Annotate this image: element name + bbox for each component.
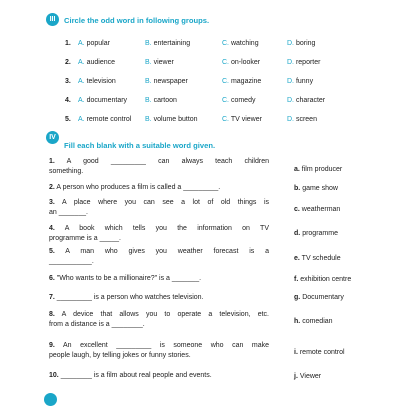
option-group xyxy=(0,116,400,128)
answer-letter: i. xyxy=(294,349,298,356)
option-letter: D. xyxy=(287,78,294,85)
answer-letter: b. xyxy=(294,185,301,192)
option-group xyxy=(0,40,400,52)
option-group xyxy=(0,78,400,90)
fill-blank-question xyxy=(49,198,269,219)
section-number: III xyxy=(49,16,56,23)
group-number: 3. xyxy=(65,78,71,85)
option-letter: C. xyxy=(222,59,229,66)
option-word[interactable] xyxy=(145,59,174,66)
fill-blank-question xyxy=(49,293,269,303)
option-word[interactable] xyxy=(145,116,198,123)
option-letter: A. xyxy=(78,116,85,123)
fill-blank-question xyxy=(49,310,269,331)
question-number: 4. xyxy=(49,225,55,232)
fill-blank-question xyxy=(49,341,269,362)
option-text: viewer xyxy=(153,59,174,66)
option-text: watching xyxy=(230,40,259,47)
option-text: newspaper xyxy=(153,78,188,85)
answer-choice[interactable] xyxy=(294,206,340,213)
option-text: boring xyxy=(295,40,316,47)
question-number: 5. xyxy=(49,248,55,255)
option-word[interactable] xyxy=(145,78,188,85)
answer-choice[interactable] xyxy=(294,373,321,380)
question-number: 3. xyxy=(49,199,55,206)
question-text: A book which tells you the information on TV xyxy=(64,225,269,232)
option-letter: B. xyxy=(145,116,152,123)
question-text: _________ is a person who watches television. xyxy=(56,294,204,301)
option-letter: C. xyxy=(222,78,229,85)
answer-letter: h. xyxy=(294,318,301,325)
question-number: 1. xyxy=(49,158,55,165)
answer-letter: a. xyxy=(294,166,300,173)
option-word[interactable] xyxy=(287,78,313,85)
option-letter: A. xyxy=(78,97,85,104)
option-text: audience xyxy=(86,59,115,66)
question-number: 7. xyxy=(49,294,55,301)
option-letter: D. xyxy=(287,59,294,66)
option-letter: B. xyxy=(145,97,152,104)
option-word[interactable] xyxy=(222,116,262,123)
option-text: magazine xyxy=(230,78,262,85)
answer-choice[interactable] xyxy=(294,318,333,325)
option-word[interactable] xyxy=(222,78,261,85)
group-number: 2. xyxy=(65,59,71,66)
answer-text: programme xyxy=(302,230,338,237)
option-letter: D. xyxy=(287,40,294,47)
question-number: 8. xyxy=(49,311,55,318)
section-heading: Circle the odd word in following groups. xyxy=(64,16,210,25)
section-number: IV xyxy=(49,134,56,141)
option-letter: C. xyxy=(222,40,229,47)
group-number: 5. xyxy=(65,116,71,123)
option-word[interactable] xyxy=(78,78,116,85)
option-letter: B. xyxy=(145,78,152,85)
option-word[interactable] xyxy=(222,59,260,66)
option-word[interactable] xyxy=(78,40,110,47)
option-text: reporter xyxy=(295,59,321,66)
option-text: funny xyxy=(295,78,314,85)
option-text: remote control xyxy=(86,116,132,123)
answer-text: comedian xyxy=(302,318,333,325)
option-text: television xyxy=(86,78,116,85)
option-letter: B. xyxy=(145,59,152,66)
option-text: documentary xyxy=(86,97,128,104)
question-text-continued: programme is a _____. xyxy=(49,235,121,243)
section-number-badge xyxy=(46,13,59,26)
option-word[interactable] xyxy=(145,97,177,104)
answer-text: remote control xyxy=(299,349,345,356)
answer-letter: e. xyxy=(294,255,300,262)
option-letter: B. xyxy=(145,40,152,47)
question-number: 6. xyxy=(49,275,55,282)
answer-text: exhibition centre xyxy=(300,276,352,283)
answer-letter: f. xyxy=(294,276,299,283)
option-letter: C. xyxy=(222,116,229,123)
question-text-continued: something. xyxy=(49,168,84,176)
fill-blank-question xyxy=(49,274,269,284)
option-word[interactable] xyxy=(78,59,115,66)
answer-text: Viewer xyxy=(299,373,322,380)
question-number: 9. xyxy=(49,342,55,349)
section-number-badge xyxy=(46,131,59,144)
answer-letter: d. xyxy=(294,230,301,237)
question-text-continued: ___________. xyxy=(49,258,94,266)
option-text: comedy xyxy=(230,97,256,104)
option-word[interactable] xyxy=(78,97,127,104)
question-text: A device that allows you to operate a television, etc. xyxy=(61,311,269,318)
answer-text: game show xyxy=(302,185,338,192)
option-text: TV viewer xyxy=(230,116,262,123)
fill-blank-question xyxy=(49,183,269,193)
option-letter: D. xyxy=(287,97,294,104)
answer-choice[interactable] xyxy=(294,185,338,192)
option-word[interactable] xyxy=(222,40,259,47)
option-word[interactable] xyxy=(287,97,325,104)
option-letter: C. xyxy=(222,97,229,104)
answer-choice[interactable] xyxy=(294,294,344,301)
question-text: A good _________ can always teach children xyxy=(66,158,269,165)
question-number: 2. xyxy=(49,184,55,191)
answer-choice[interactable] xyxy=(294,349,345,356)
option-word[interactable] xyxy=(145,40,190,47)
option-word[interactable] xyxy=(78,116,131,123)
question-text-continued: people laugh, by telling jokes or funny stories. xyxy=(49,352,191,360)
answer-letter: j. xyxy=(294,373,298,380)
option-letter: A. xyxy=(78,59,85,66)
fill-blank-question xyxy=(49,247,269,268)
option-group xyxy=(0,97,400,109)
option-text: character xyxy=(295,97,326,104)
option-text: entertaining xyxy=(153,40,191,47)
fill-blank-question xyxy=(49,371,269,381)
question-text: A place where you can see a lot of old things is xyxy=(62,199,269,206)
answer-text: film producer xyxy=(301,166,343,173)
group-number: 4. xyxy=(65,97,71,104)
answer-choice[interactable] xyxy=(294,230,338,237)
option-text: cartoon xyxy=(153,97,177,104)
question-text: ________ is a film about real people and events. xyxy=(60,372,212,379)
question-text: An excellent _________ is someone who can make xyxy=(62,342,269,349)
option-text: popular xyxy=(86,40,110,47)
option-text: screen xyxy=(295,116,317,123)
answer-letter: c. xyxy=(294,206,300,213)
option-word[interactable] xyxy=(287,59,320,66)
question-text: A person who produces a film is called a _________. xyxy=(56,184,221,191)
option-group xyxy=(0,59,400,71)
answer-text: Documentary xyxy=(302,294,344,301)
question-text-continued: an _______. xyxy=(49,209,88,217)
option-letter: D. xyxy=(287,116,294,123)
answer-choice[interactable] xyxy=(294,166,342,173)
option-letter: A. xyxy=(78,40,85,47)
question-text-continued: from a distance is a ________. xyxy=(49,321,145,329)
question-number: 10. xyxy=(49,372,59,379)
option-text: volume button xyxy=(153,116,198,123)
option-text: on-looker xyxy=(230,59,261,66)
option-word[interactable] xyxy=(287,116,317,123)
answer-choice[interactable] xyxy=(294,255,341,262)
answer-text: weatherman xyxy=(301,206,341,213)
group-number: 1. xyxy=(65,40,71,47)
option-letter: A. xyxy=(78,78,85,85)
answer-choice[interactable] xyxy=(294,276,351,283)
question-text: A man who gives you weather forecast is a xyxy=(65,248,269,255)
question-text: "Who wants to be a millionaire?" is a _______. xyxy=(56,275,202,282)
option-word[interactable] xyxy=(222,97,255,104)
answer-letter: g. xyxy=(294,294,301,301)
option-word[interactable] xyxy=(287,40,315,47)
answer-text: TV schedule xyxy=(301,255,341,262)
fill-blank-question xyxy=(49,157,269,178)
section-heading: Fill each blank with a suitable word given. xyxy=(64,141,216,150)
fill-blank-question xyxy=(49,224,269,245)
